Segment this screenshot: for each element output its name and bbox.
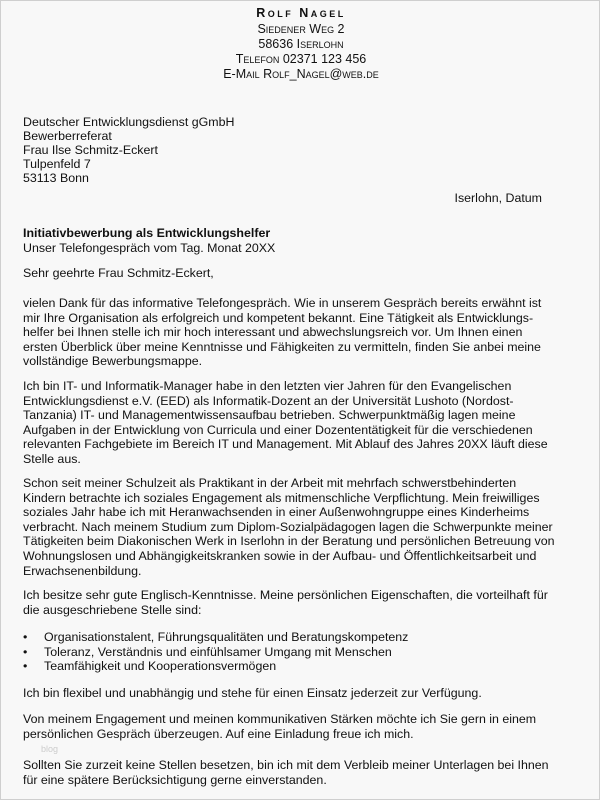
place-date: Iserlohn, Datum [454,191,542,205]
sender-city: 58636 Iserlohn [258,37,344,51]
paragraph: Ich bin flexibel und unabhängig und stehe für einen Einsatz jederzeit zur Verfügung. [23,686,482,700]
watermark: blog [41,744,59,754]
sender-email: E-Mail Rolf_Nagel@web.de [223,67,379,81]
qualities-list [23,630,408,674]
list-item: • Organisationstalent, Führungsqualitäten und Beratungskompetenz [23,630,408,645]
reference-line: Unser Telefongespräch vom Tag. Monat 20XX [23,241,276,255]
list-item: • Toleranz, Verständnis und einfühlsamer Umgang mit Menschen [23,645,408,660]
sender-street: Siedener Weg 2 [257,22,345,36]
paragraph: vielen Dank für das informative Telefongespräch. Wie in unserem Gespräch bereits erwähnt ist mir Ihre Organisation als erfolgreich und kompetent bekannt. Eine Tätigkeit als Entwicklungs- helfer bei Ihnen stelle ich mir hoch interessant und abwechslungsreich vor. Um Ihnen einen ersten Überblick über meine Kenntnisse und Fähigkeiten zu vermitteln, finden Sie anbei meine vollständige Bewerbungsmappe. [23,296,542,369]
recipient-address: Deutscher Entwicklungsdienst gGmbH Bewerberreferat Frau Ilse Schmitz-Eckert Tulpenfeld 7 53113 Bonn [23,115,235,185]
salutation: Sehr geehrte Frau Schmitz-Eckert, [23,266,214,280]
paragraph: Schon seit meiner Schulzeit als Praktikant in der Arbeit mit mehrfach schwerstbehinderten Kindern betrachte ich soziales Engagement als mitmenschliche Verpflichtung. Mein freiwilliges soziales Jahr habe ich mit Heranwachsenden in einer Außenwohngruppe eines Kinderheims verbracht. Nach meinem Studium zum Diplom-Sozialpädagogen lagen die Schwerpunkte meiner Tätigkeiten beim Diakonischen Werk in Iserlohn in der Beratung und persönlichen Betreuung von Wohnungslosen und Abhängigkeitskranken sowie in der Aufbau- und Öffentlichkeitsarbeit und Erwachsenenbildung. [23,476,555,578]
list-item: • Teamfähigkeit und Kooperationsvermögen [23,659,408,674]
sender-name: Rolf Nagel [256,6,346,20]
subject-line: Initiativbewerbung als Entwicklungshelfer [23,226,271,240]
paragraph: Von meinem Engagement und meinen kommunikativen Stärken möchte ich Sie gern in einem persönlichen Gespräch überzeugen. Auf eine Einladung freue ich mich. [23,712,537,741]
paragraph: Sollten Sie zurzeit keine Stellen besetzen, bin ich mit dem Verbleib meiner Unterlagen bei Ihnen für eine spätere Berücksichtigung gerne einverstanden. [23,758,549,787]
paragraph: Ich besitze sehr gute Englisch-Kenntnisse. Meine persönlichen Eigenschaften, die vorteilhaft für die ausgeschriebene Stelle sind: [23,588,548,617]
sender-phone: Telefon 02371 123 456 [235,52,367,66]
paragraph: Ich bin IT- und Informatik-Manager habe in den letzten vier Jahren für den Evangelischen Entwicklungsdienst e.V. (EED) als Informatik-Dozent an der Universität Lushoto (Nordost- Tanzania) IT- und Managementwissensaufbau betrieben. Schwerpunktmäßig lagen meine Aufgaben in der Entwicklung von Curricula und einer Dozententätigkeit für die verschiedenen relevanten Fachgebiete im Bereich IT und Management. Mit Ablauf des Jahres 20XX läuft diese Stelle aus. [23,379,548,466]
